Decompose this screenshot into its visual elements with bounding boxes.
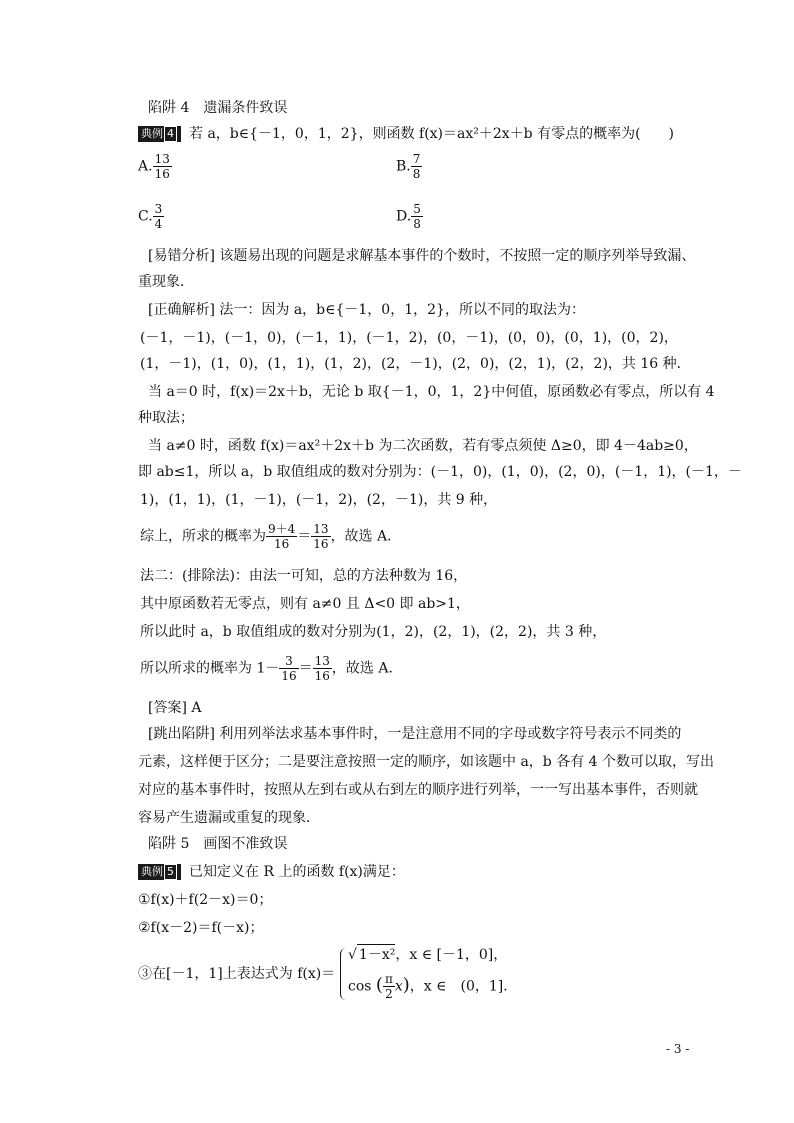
method2-line-3: 所以此时 a，b 取值组成的数对分别为(1，2)，(2，1)，(2，2)，共 3 种， <box>140 624 607 640</box>
method1-a-zero-1: 当 a＝0 时，f(x)＝2x＋b，无论 b 取{－1，0，1，2}中何值，原函数必有零点，所以有 4 <box>148 384 715 400</box>
condition-3-prefix: ③在[－1，1]上表达式为 f(x)＝ <box>138 966 336 982</box>
escape-trap-line-3: 对应的基本事件时，按照从左到右或从右到左的顺序进行列举，一一写出基本事件，否则就 <box>138 782 698 798</box>
method1-intro: [正确解析] 法一：因为 a，b∈{－1，0，1，2}，所以不同的取法为： <box>148 302 585 318</box>
option-a: A. $\frac{13}{16}$ <box>138 152 170 181</box>
method1-a-nonzero-1: 当 a≠0 时，函数 f(x)＝ax²＋2x＋b 为二次函数，若有零点须使 Δ≥0，即 4－4ab≥0， <box>148 438 698 454</box>
error-analysis-line-2: 重现象． <box>138 274 194 290</box>
fraction: $\frac{13}{16}$ <box>313 522 329 551</box>
condition-2: ②f(x－2)＝f(－x)； <box>138 920 264 936</box>
answer: [答案] A <box>148 700 202 716</box>
example4-badge: 典例 4 <box>138 126 181 142</box>
option-c: C. $\frac{3}{4}$ <box>138 202 163 231</box>
method1-list-1: (－1，－1)，(－1，0)，(－1，1)，(－1，2)，(0，－1)，(0，0)，(0，1)，(0，2)， <box>140 330 678 346</box>
trap5-heading: 陷阱 5 画图不准致误 <box>148 836 288 852</box>
method1-a-nonzero-3: 1)，(1，1)，(1，－1)，(－1，2)，(2，－1)，共 9 种， <box>140 492 498 508</box>
option-b: B. $\frac{7}{8}$ <box>396 152 421 181</box>
example4-question: 若 a，b∈{－1，0，1，2}，则函数 f(x)＝ax²＋2x＋b 有零点的概率为( ) <box>189 126 675 142</box>
fraction: $\frac{9+4}{16}$ <box>268 522 296 551</box>
example5-question-line <box>138 862 405 882</box>
escape-trap-line-4: 容易产生遗漏或重复的现象． <box>138 810 320 826</box>
fraction: $\frac{3}{16}$ <box>281 654 297 683</box>
escape-trap-line-1: [跳出陷阱] 利用列举法求基本事件时，一是注意用不同的字母或数字符号表示不同类的 <box>148 726 682 742</box>
escape-trap-line-2: 元素，这样便于区分；二是要注意按照一定的顺序，如该题中 a，b 各有 4 个数可以取，写出 <box>138 754 715 770</box>
method1-a-zero-2: 种取法； <box>138 410 194 426</box>
method2-conclusion: 所以所求的概率为 1－ $\frac{3}{16}$ ＝ $\frac{13}{16}$ ，故选 A． <box>140 654 403 683</box>
method1-summary: 综上，所求的概率为 $\frac{9+4}{16}$ ＝ $\frac{13}{16}$ ，故选 A． <box>140 522 402 551</box>
method1-a-nonzero-2: 即 ab≤1，所以 a，b 取值组成的数对分别为：(－1，0)，(1，0)，(2，0)，(－1，1)，(－1，－ <box>138 464 742 480</box>
method2-line-2: 其中原函数若无零点，则有 a≠0 且 Δ<0 即 ab>1， <box>140 596 470 612</box>
trap4-heading: 陷阱 4 遗漏条件致误 <box>148 100 288 116</box>
method1-list-2: (1，－1)，(1，0)，(1，1)，(1，2)，(2，－1)，(2，0)，(2，1)，(2，2)，共 16 种． <box>140 356 691 372</box>
fraction: $\frac{13}{16}$ <box>314 654 330 683</box>
piecewise-case-1: √ 1－x²，x ∈ [－1，0]， <box>348 944 507 965</box>
condition-1: ①f(x)＋f(2－x)＝0； <box>138 892 273 908</box>
example5-badge: 典例 5 <box>138 864 181 880</box>
page-number: - 3 - <box>666 1042 690 1056</box>
error-analysis-line-1: [易错分析] 该题易出现的问题是求解基本事件的个数时，不按照一定的顺序列举导致漏、 <box>148 248 696 264</box>
example5-question: 已知定义在 R 上的函数 f(x)满足： <box>189 864 405 880</box>
method2-line-1: 法二：(排除法)：由法一可知，总的方法种数为 16， <box>140 568 468 584</box>
option-d: D. $\frac{5}{8}$ <box>396 202 421 231</box>
piecewise-case-2: cos ( $\frac{\pi}{2}$ x)，x ∈ (0，1]． <box>348 972 518 1001</box>
example4-question-line <box>138 124 674 144</box>
